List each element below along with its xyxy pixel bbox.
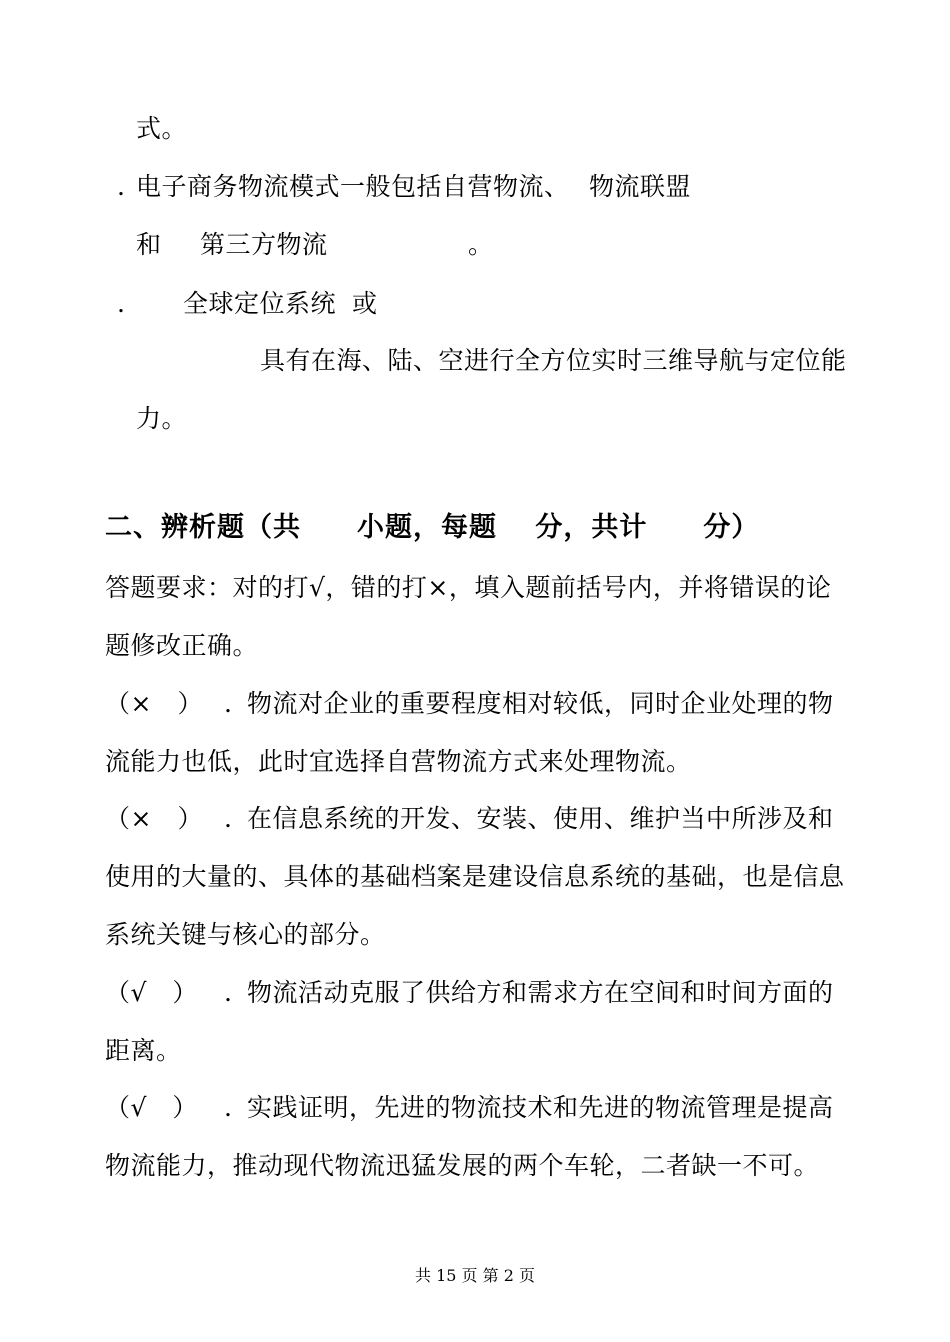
item-text: 系统关键与核心的部分。 [105, 920, 386, 949]
question-text: 力。 [136, 404, 188, 433]
answer-mark: （× ） [105, 689, 203, 718]
answer-text: 物流联盟 [589, 172, 692, 201]
item-dot: . [224, 689, 233, 718]
answer-text: 第三方物流 [200, 230, 328, 259]
item-text: 物流活动克服了供给方和需求方在空间和时间方面的 [247, 978, 834, 1007]
item-text: 使用的大量的、具体的基础档案是建设信息系统的基础，也是信息 [105, 862, 845, 891]
page-footer: 共 15 页 第 2 页 [415, 1266, 535, 1285]
answer-mark: （√ ） [105, 978, 198, 1007]
punctuation-text: 。 [468, 230, 494, 259]
item-dot: . [224, 978, 233, 1007]
item-text: 距离。 [105, 1036, 182, 1065]
question-number-dot: . [117, 289, 126, 318]
conjunction-text: 和 [136, 230, 162, 259]
answer-mark: （√ ） [105, 1093, 198, 1122]
item-text: 实践证明，先进的物流技术和先进的物流管理是提高 [247, 1093, 834, 1122]
instruction-text: 题修改正确。 [105, 631, 259, 660]
question-text: 电子商务物流模式一般包括自营物流、 [136, 172, 570, 201]
item-text: 在信息系统的开发、安装、使用、维护当中所涉及和 [247, 804, 834, 833]
item-text: 物流能力，推动现代物流迅猛发展的两个车轮，二者缺一不可。 [105, 1151, 820, 1180]
item-text: 流能力也低，此时宜选择自营物流方式来处理物流。 [105, 747, 692, 776]
instruction-text: 答题要求：对的打√，错的打×，填入题前括号内，并将错误的论 [105, 573, 832, 602]
item-text: 物流对企业的重要程度相对较低，同时企业处理的物 [247, 689, 834, 718]
section-heading: 二、辨析题（共 小题，每题 分，共计 分） [105, 512, 760, 543]
answer-text: 全球定位系统 [183, 289, 337, 318]
item-dot: . [224, 804, 233, 833]
text-line: 式。 [136, 114, 188, 143]
item-dot: . [224, 1093, 233, 1122]
conjunction-text: 或 [352, 289, 378, 318]
question-text: 具有在海、陆、空进行全方位实时三维导航与定位能 [260, 346, 847, 375]
answer-mark: （× ） [105, 804, 203, 833]
question-number-dot: . [117, 172, 126, 201]
